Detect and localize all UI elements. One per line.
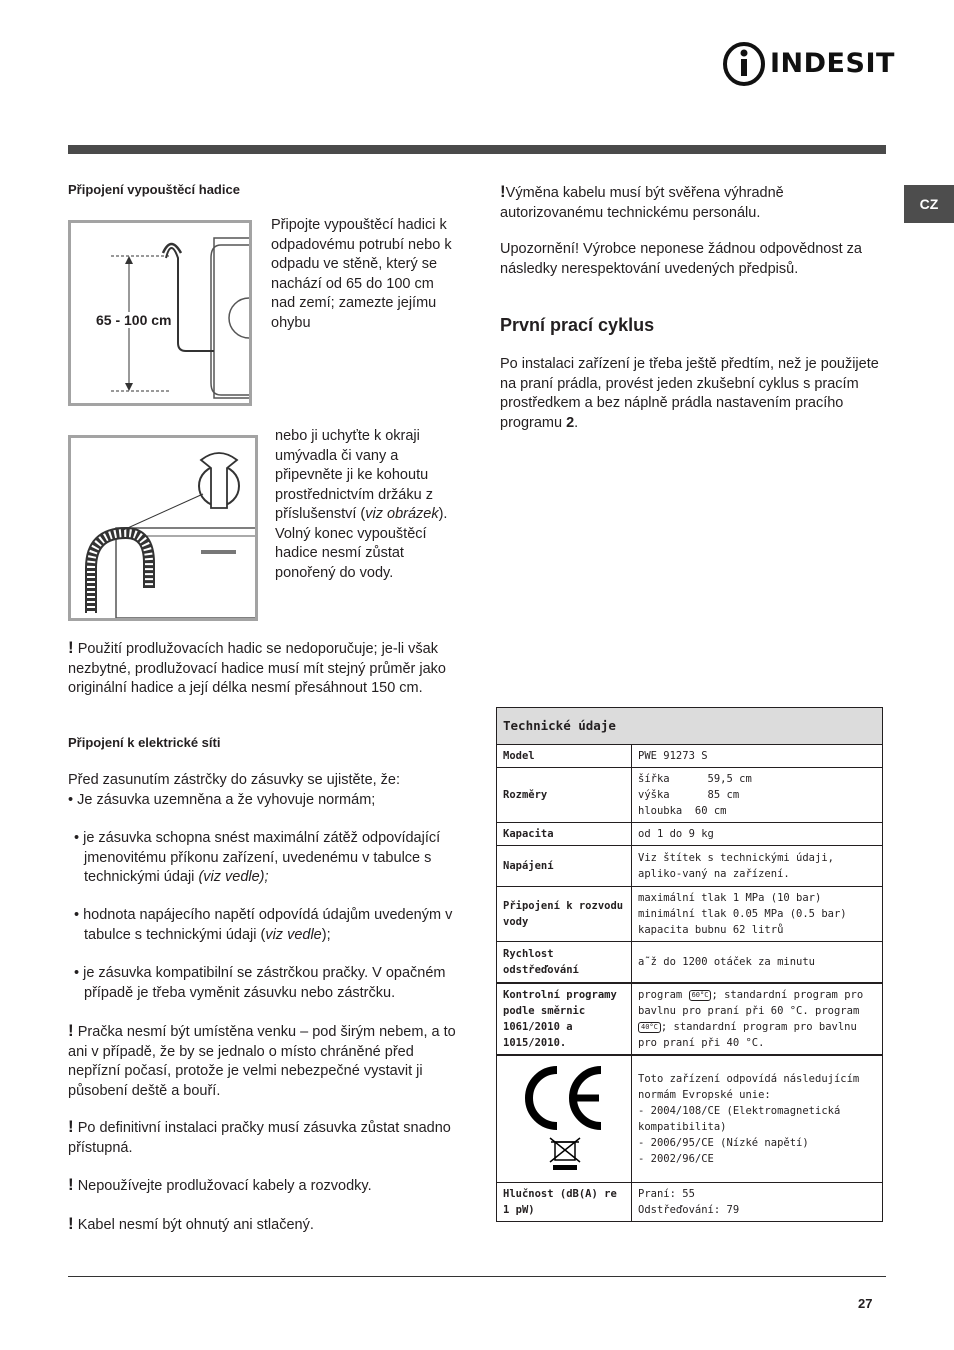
row-label-water: Připojení k rozvodu vody — [497, 887, 632, 942]
drain-height-figure — [68, 220, 252, 406]
sink-hose-illustration — [71, 438, 255, 618]
table-row — [497, 745, 883, 768]
program-40-icon: 40°C — [638, 1022, 661, 1033]
table-row — [497, 983, 883, 1055]
cable-bend-warning: ! Kabel nesmí být ohnutý ani stlačený. — [68, 1214, 314, 1233]
table-title: Technické údaje — [497, 708, 883, 745]
table-row — [497, 846, 883, 887]
row-label-power: Napájení — [497, 846, 632, 887]
top-rule — [68, 145, 886, 154]
row-label-dimensions: Rozměry — [497, 768, 632, 823]
brand-name: INDESIT — [770, 48, 895, 79]
table-row — [497, 768, 883, 823]
row-value-noise: Praní: 55 Odstřeďování: 79 — [632, 1183, 883, 1222]
bullet-voltage: • hodnota napájecího napětí odpovídá údajům uvedeným v tabulce s technickými údaji (viz vedle); — [74, 907, 453, 943]
row-label-spin: Rychlost odstřeďování — [497, 942, 632, 984]
weee-bin-icon — [550, 1138, 580, 1170]
program-60-icon: 60°C — [689, 990, 712, 1001]
cable-replacement-warning: !Výměna kabelu musí být svěřena výhradně autorizovanému technickému personálu. — [500, 182, 784, 221]
sink-hose-figure — [68, 435, 258, 621]
electric-intro: Před zasunutím zástrčky do zásuvky se ujistěte, že: — [68, 772, 401, 788]
extension-warning: ! Použití prodlužovacích hadic se nedoporučuje; je-li však nezbytné, prodlužovací hadice musí mít stejný průměr jako originální hadice a její délka nesmí přesáhnout 150 cm. — [68, 638, 446, 696]
row-label-control-programs: Kontrolní programy podle směrnic 1061/2010 a 1015/2010. — [497, 983, 632, 1055]
liability-notice: Upozornění! Výrobce neponese žádnou odpovědnost za následky nerespektování uvedených předpisů. — [500, 241, 862, 277]
height-range-label: 65 - 100 cm — [96, 312, 172, 328]
row-value-power: Viz štítek s technickými údaji, apliko-vaný na zařízení. — [632, 846, 883, 887]
row-value-capacity: od 1 do 9 kg — [632, 823, 883, 846]
technical-data-table — [496, 707, 883, 1222]
extension-cable-warning: ! Nepoužívejte prodlužovací kabely a rozvodky. — [68, 1175, 372, 1194]
bullet-grounded: • Je zásuvka uzemněna a že vyhovuje normám; — [68, 792, 376, 808]
first-cycle-heading: První prací cyklus — [500, 315, 655, 335]
row-value-water: maximální tlak 1 MPa (10 bar) minimální tlak 0.05 MPa (0.5 bar) kapacita bubnu 62 litrů — [632, 887, 883, 942]
socket-access-warning: ! Po definitivní instalaci pračky musí zásuvka zůstat snadno přístupná. — [68, 1117, 451, 1156]
electric-heading: Připojení k elektrické síti — [68, 735, 221, 750]
ce-mark-icon — [519, 1062, 609, 1172]
drain-instruction: Připojte vypouštěcí hadici k odpadovému potrubí nebo k odpadu ve stěně, který se nachází od 65 do 100 cm nad zemí; zamezte jejímu ohybu — [271, 217, 452, 331]
page-number: 27 — [858, 1296, 873, 1311]
outdoor-warning: ! Pračka nesmí být umístěna venku – pod širým nebem, a to ani v případě, že by se jednalo o místo chráněné před nepřízní počasí, protože je velmi nebezpečné vystavit ji působení deště a bouří. — [68, 1021, 456, 1099]
bullet-compatible: • je zásuvka kompatibilní se zástrčkou pračky. V opačném případě je třeba vyměnit zásuvku nebo zástrčku. — [74, 965, 446, 1001]
table-row — [497, 823, 883, 846]
row-value-spin: a˜ž do 1200 otáček za minutu — [632, 942, 883, 984]
row-value-dimensions: šířka 59,5 cm výška 85 cm hloubka 60 cm — [632, 768, 883, 823]
bullet-max-load: • je zásuvka schopna snést maximální zátěž odpovídající jmenovitému příkonu zařízení, uvedenému v tabulce s technickými údaji (viz vedle); — [74, 830, 441, 885]
table-row — [497, 887, 883, 942]
row-label-model: Model — [497, 745, 632, 768]
row-label-capacity: Kapacita — [497, 823, 632, 846]
table-row — [497, 942, 883, 984]
language-tab: CZ — [904, 185, 954, 223]
row-label-noise: Hlučnost (dB(A) re 1 pW) — [497, 1183, 632, 1222]
first-cycle-text: Po instalaci zařízení je třeba ještě předtím, než je použijete na praní prádla, provést jeden zkušební cyklus s pracím prostředkem a bez náplně prádla nastavením pracího programu 2. — [500, 356, 879, 431]
drain-heading: Připojení vypouštěcí hadice — [68, 182, 240, 197]
table-row — [497, 1183, 883, 1222]
row-value-control-programs: program 60°C ; standardní program pro bavlnu pro praní při 60 °C. program 40°C ; standardní program pro bavlnu pro praní při 40 °C. — [632, 983, 883, 1055]
table-row — [497, 1055, 883, 1183]
footer-rule — [68, 1276, 886, 1277]
sink-instruction: nebo ji uchyťte k okraji umývadla či vany a připevněte ji ke kohoutu prostřednictvím držáku z příslušenství (viz obrázek). Volný konec vypouštěcí hadice nesmí zůstat ponořený do vody. — [275, 428, 448, 581]
row-value-ce-standards: Toto zařízení odpovídá následujícím normám Evropské unie: - 2004/108/CE (Elektromagnetická kompatibilita) - 2006/95/CE (Nízké napětí) - 2002/96/CE — [632, 1055, 883, 1183]
ce-marks-cell — [497, 1055, 632, 1183]
row-value-model: PWE 91273 S — [632, 745, 883, 768]
